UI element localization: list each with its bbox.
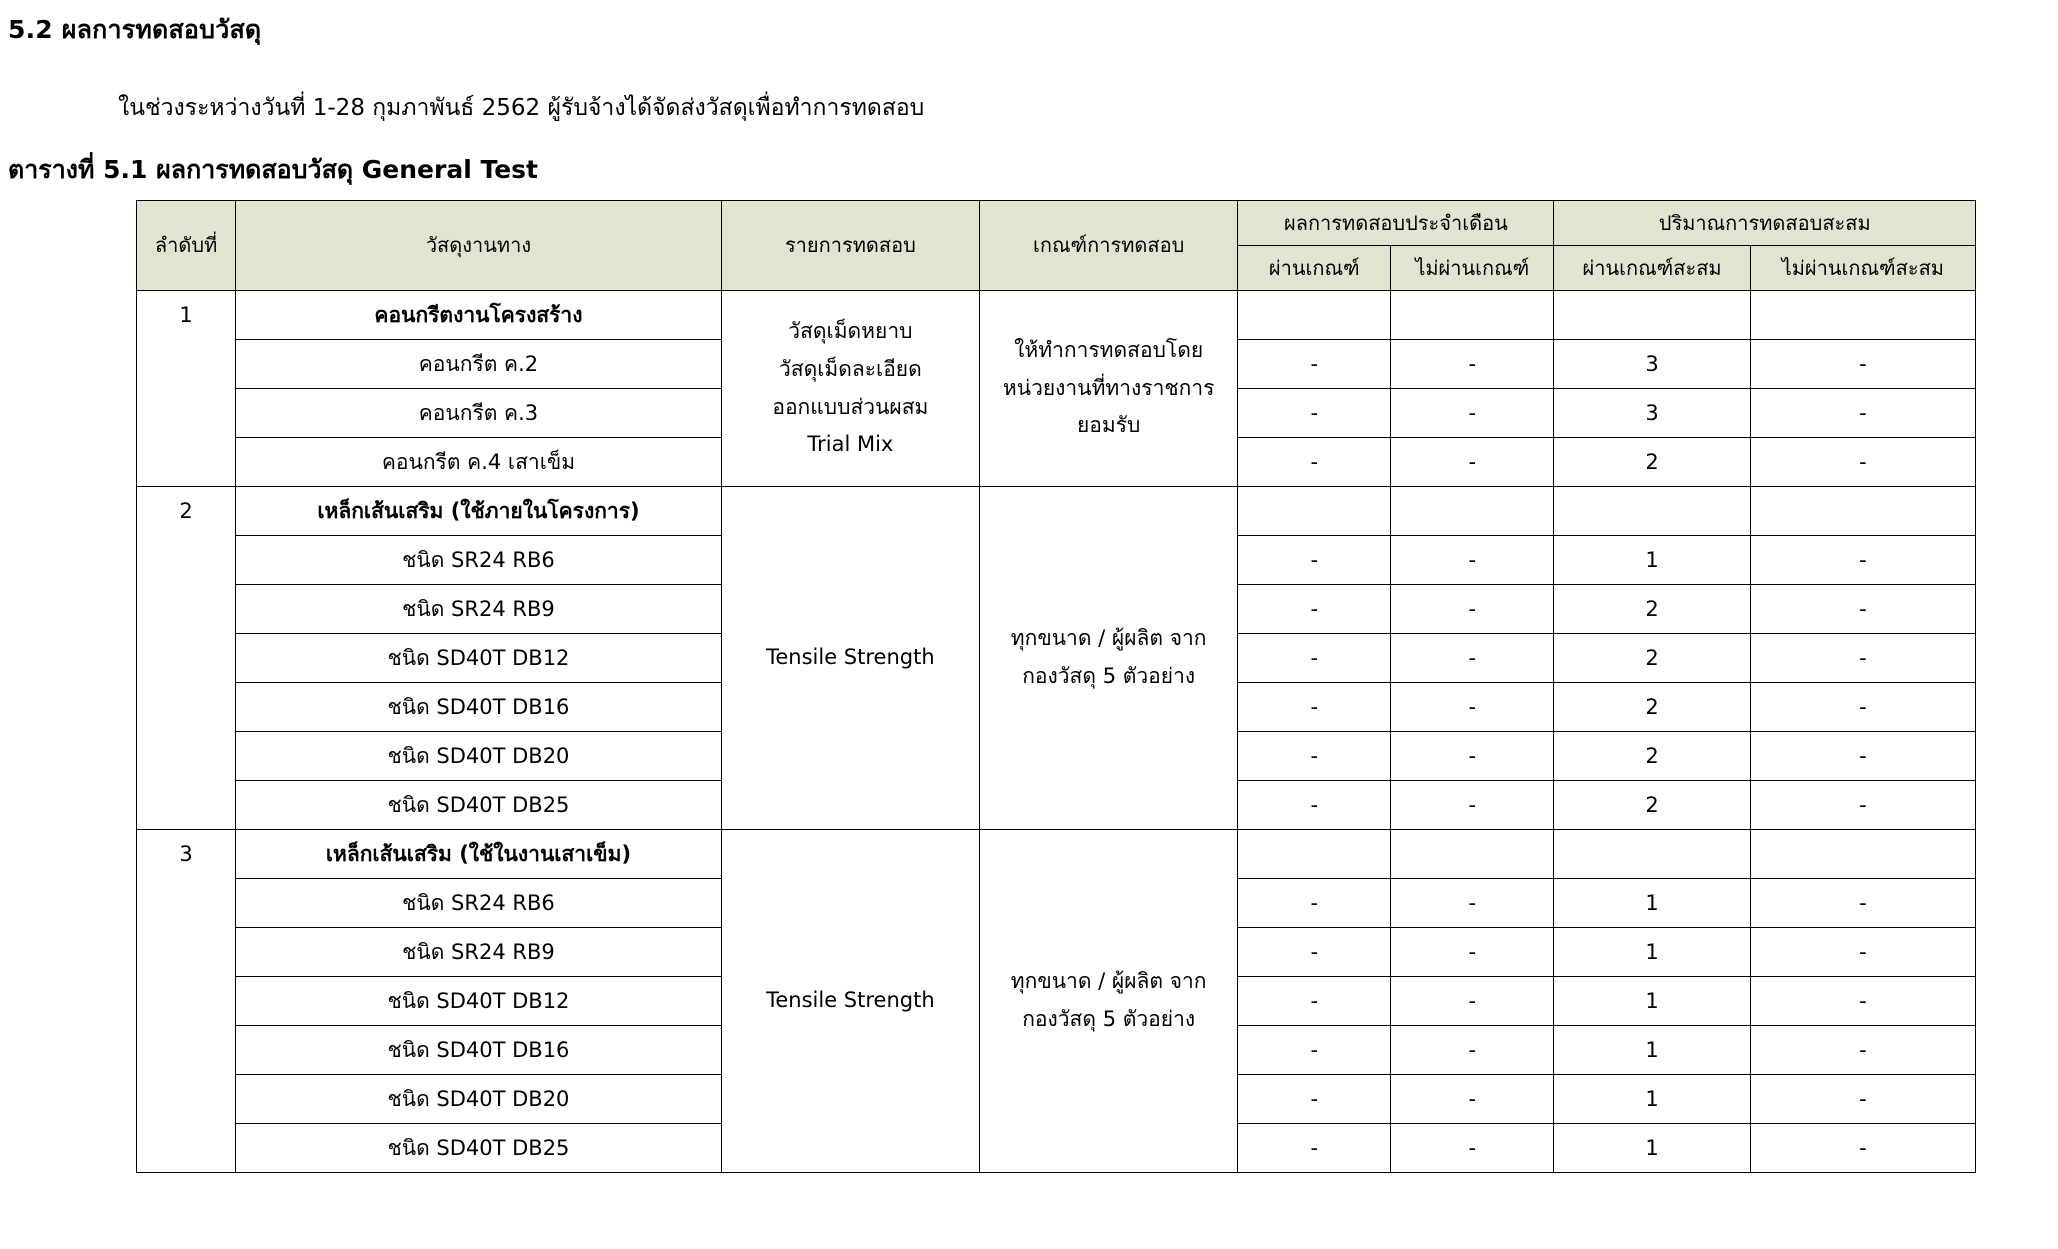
cell-monthly-fail: - [1391,340,1554,389]
cell-material: คอนกรีต ค.3 [236,389,722,438]
table-body [137,291,1976,1173]
cell-test-item [721,487,979,830]
header-test-item: รายการทดสอบ [721,201,979,291]
cell-material: ชนิด SD40T DB16 [236,1026,722,1075]
cell-cumulative-fail: - [1750,389,1975,438]
table-header [137,201,1976,291]
cell-cumulative-pass: 2 [1554,438,1750,487]
header-cumulative-pass: ผ่านเกณฑ์สะสม [1554,246,1750,291]
cell-monthly-pass: - [1238,340,1391,389]
cell-monthly-fail: - [1391,536,1554,585]
cell-cumulative-pass: 1 [1554,1026,1750,1075]
cell-cumulative-fail: - [1750,683,1975,732]
cell-monthly-pass: - [1238,781,1391,830]
general-test-table-wrapper [136,200,1976,1173]
table-row [137,830,1976,879]
cell-index: 1 [137,291,236,487]
header-monthly-group: ผลการทดสอบประจำเดือน [1238,201,1554,246]
cell-cumulative-fail [1750,487,1975,536]
cell-monthly-fail: - [1391,879,1554,928]
cell-cumulative-pass [1554,291,1750,340]
cell-monthly-fail: - [1391,781,1554,830]
cell-monthly-pass [1238,291,1391,340]
cell-material: ชนิด SD40T DB12 [236,634,722,683]
cell-cumulative-pass: 3 [1554,340,1750,389]
cell-cumulative-fail [1750,830,1975,879]
cell-cumulative-fail: - [1750,340,1975,389]
cell-cumulative-pass [1554,487,1750,536]
cell-material: ชนิด SR24 RB9 [236,585,722,634]
cell-criteria [980,291,1238,487]
cell-cumulative-fail: - [1750,1075,1975,1124]
cell-monthly-fail [1391,487,1554,536]
cell-cumulative-pass: 2 [1554,683,1750,732]
cell-monthly-fail: - [1391,438,1554,487]
header-monthly-pass: ผ่านเกณฑ์ [1238,246,1391,291]
cell-test-item [721,291,979,487]
cell-monthly-pass: - [1238,1075,1391,1124]
cell-cumulative-pass: 1 [1554,1075,1750,1124]
cell-material: ชนิด SD40T DB16 [236,683,722,732]
cell-monthly-fail: - [1391,1075,1554,1124]
cell-cumulative-fail: - [1750,928,1975,977]
cell-cumulative-fail: - [1750,977,1975,1026]
cell-material: ชนิด SD40T DB12 [236,977,722,1026]
table-row [137,291,1976,340]
cell-cumulative-fail: - [1750,781,1975,830]
cell-material-title: คอนกรีตงานโครงสร้าง [236,291,722,340]
cell-cumulative-fail [1750,291,1975,340]
cell-cumulative-pass: 2 [1554,634,1750,683]
test-item-line: Tensile Strength [766,988,935,1013]
cell-cumulative-fail: - [1750,1026,1975,1075]
cell-monthly-pass: - [1238,438,1391,487]
cell-material: ชนิด SD40T DB20 [236,732,722,781]
table-header-row-1 [137,201,1976,246]
cell-material: ชนิด SD40T DB25 [236,1124,722,1173]
cell-cumulative-pass: 1 [1554,928,1750,977]
criteria-line: ยอมรับ [1076,413,1141,438]
cell-cumulative-fail: - [1750,438,1975,487]
header-material: วัสดุงานทาง [236,201,722,291]
cell-monthly-fail: - [1391,1124,1554,1173]
header-monthly-fail: ไม่ผ่านเกณฑ์ [1391,246,1554,291]
cell-material-title: เหล็กเส้นเสริม (ใช้ภายในโครงการ) [236,487,722,536]
cell-cumulative-pass: 1 [1554,536,1750,585]
cell-cumulative-pass: 1 [1554,1124,1750,1173]
test-item-line: Tensile Strength [766,645,935,670]
cell-monthly-fail: - [1391,683,1554,732]
cell-cumulative-pass: 2 [1554,585,1750,634]
cell-index: 3 [137,830,236,1173]
cell-material: ชนิด SD40T DB25 [236,781,722,830]
cell-monthly-pass: - [1238,389,1391,438]
cell-monthly-pass: - [1238,585,1391,634]
cell-material: ชนิด SR24 RB6 [236,879,722,928]
cell-test-item [721,830,979,1173]
cell-material-title: เหล็กเส้นเสริม (ใช้ในงานเสาเข็ม) [236,830,722,879]
cell-index: 2 [137,487,236,830]
cell-monthly-fail: - [1391,634,1554,683]
cell-cumulative-fail: - [1750,732,1975,781]
cell-cumulative-pass: 3 [1554,389,1750,438]
cell-monthly-fail: - [1391,977,1554,1026]
cell-monthly-pass: - [1238,536,1391,585]
test-item-line: Trial Mix [807,432,894,457]
criteria-line: หน่วยงานที่ทางราชการ [1002,375,1215,400]
header-cumulative-group: ปริมาณการทดสอบสะสม [1554,201,1976,246]
test-item-line: วัสดุเม็ดหยาบ [788,318,913,343]
cell-monthly-pass: - [1238,879,1391,928]
cell-monthly-pass: - [1238,977,1391,1026]
cell-monthly-fail: - [1391,585,1554,634]
criteria-line: ทุกขนาด / ผู้ผลิต จาก [1010,969,1207,994]
cell-monthly-pass [1238,830,1391,879]
cell-monthly-pass: - [1238,683,1391,732]
cell-monthly-fail: - [1391,732,1554,781]
criteria-line: กองวัสดุ 5 ตัวอย่าง [1022,1007,1196,1031]
cell-monthly-pass: - [1238,1124,1391,1173]
cell-material: คอนกรีต ค.4 เสาเข็ม [236,438,722,487]
cell-monthly-fail [1391,830,1554,879]
table-row [137,487,1976,536]
intro-paragraph: ในช่วงระหว่างวันที่ 1-28 กุมภาพันธ์ 2562 ผู้รับจ้างได้จัดส่งวัสดุเพื่อทำการทดสอบ [118,95,925,121]
cell-monthly-fail [1391,291,1554,340]
cell-criteria [980,487,1238,830]
cell-monthly-fail: - [1391,928,1554,977]
cell-monthly-pass: - [1238,1026,1391,1075]
header-cumulative-fail: ไม่ผ่านเกณฑ์สะสม [1750,246,1975,291]
header-criteria: เกณฑ์การทดสอบ [980,201,1238,291]
cell-material: ชนิด SD40T DB20 [236,1075,722,1124]
cell-cumulative-pass: 1 [1554,977,1750,1026]
cell-monthly-fail: - [1391,1026,1554,1075]
general-test-table [136,200,1976,1173]
cell-material: คอนกรีต ค.2 [236,340,722,389]
cell-cumulative-pass: 1 [1554,879,1750,928]
cell-material: ชนิด SR24 RB6 [236,536,722,585]
cell-monthly-fail: - [1391,389,1554,438]
cell-criteria [980,830,1238,1173]
cell-cumulative-fail: - [1750,536,1975,585]
criteria-line: กองวัสดุ 5 ตัวอย่าง [1022,664,1196,688]
cell-cumulative-fail: - [1750,585,1975,634]
header-no: ลำดับที่ [137,201,236,291]
cell-cumulative-fail: - [1750,879,1975,928]
test-item-line: วัสดุเม็ดละเอียด [778,356,922,381]
cell-cumulative-pass [1554,830,1750,879]
criteria-line: ทุกขนาด / ผู้ผลิต จาก [1010,626,1207,651]
cell-monthly-pass: - [1238,928,1391,977]
cell-cumulative-fail: - [1750,634,1975,683]
cell-cumulative-fail: - [1750,1124,1975,1173]
cell-monthly-pass: - [1238,732,1391,781]
cell-cumulative-pass: 2 [1554,781,1750,830]
criteria-line: ให้ทำการทดสอบโดย [1014,337,1204,362]
cell-cumulative-pass: 2 [1554,732,1750,781]
test-item-line: ออกแบบส่วนผสม [772,394,929,419]
table-caption: ตารางที่ 5.1 ผลการทดสอบวัสดุ General Test [8,155,539,184]
cell-monthly-pass [1238,487,1391,536]
cell-monthly-pass: - [1238,634,1391,683]
section-heading: 5.2 ผลการทดสอบวัสดุ [8,15,262,44]
cell-material: ชนิด SR24 RB9 [236,928,722,977]
